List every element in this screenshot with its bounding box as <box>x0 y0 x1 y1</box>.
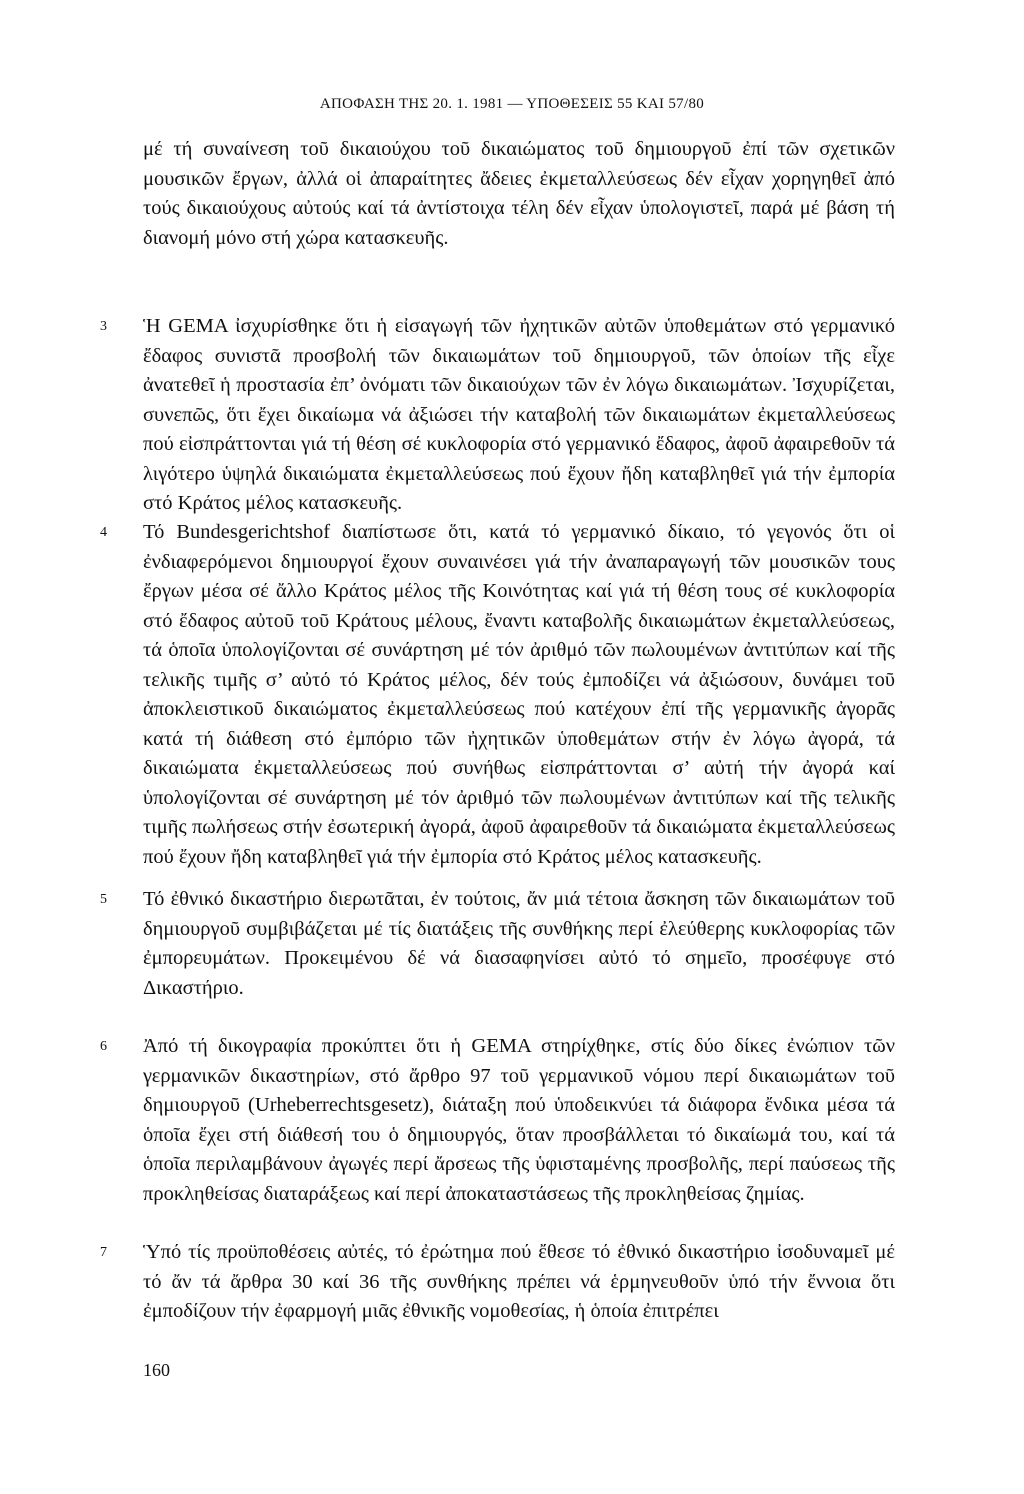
paragraph-text: Τό Bundesgerichtshof διαπίστωσε ὅτι, κατά τό γερμανικό δίκαιο, τό γεγονός ὅτι οἱ ἐνδιαφερόμενοι δημιουργοί ἔχουν συναινέσει γιά τήν ἀναπαραγωγή τῶν μουσικῶν τους ἔργων μέσα σέ ἄλλο Κράτος μέλος τῆς Κοινότητας καί γιά τή θέση τους σέ κυκλοφορία στό ἔδαφος αὐτοῦ τοῦ Κράτους μέλους, ἔναντι καταβολῆς δικαιωμάτων ἐκμεταλλεύσεως, τά ὁποῖα ὑπολογίζονται σέ συνάρτηση μέ τόν ἀριθμό τῶν πωλουμένων ἀντιτύπων καί τῆς τελικῆς τιμῆς σ’ αὐτό τό Κράτος μέλος, δέν τούς ἐμποδίζει νά ἀξιώσουν, δυνάμει τοῦ ἀποκλειστικοῦ δικαιώματος ἐκμεταλλεύσεως πού κατέχουν ἐπί τῆς γερμανικῆς ἀγορᾶς κατά τή διάθεση στό ἐμπόριο τῶν ἠχητικῶν ὑποθεμάτων στήν ἐν λόγω ἀγορά, τά δικαιώματα ἐκμεταλλεύσεως πού συνήθως εἰσπράττονται σ’ αὐτή τήν ἀγορά καί ὑπολογίζονται σέ συνάρτηση μέ τόν ἀριθμό τῶν πωλουμένων ἀντιτύπων καί τῆς τελικῆς τιμῆς πωλήσεως στήν ἐσωτερική ἀγορά, ἀφοῦ ἀφαιρεθοῦν τά δικαιώματα ἐκμεταλλεύσεως πού ἔχουν ἤδη καταβληθεῖ γιά τήν ἐμπορία στό Κράτος μέλος κατασκευῆς. <box>143 521 895 868</box>
paragraph-number: 3 <box>100 319 107 334</box>
paragraph-number: 4 <box>100 525 107 540</box>
paragraph-text: Ἡ GEMA ἰσχυρίσθηκε ὅτι ἡ εἰσαγωγή τῶν ἠχητικῶν αὐτῶν ὑποθεμάτων στό γερμανικό ἔδαφος συνιστᾶ προσβολή τῶν δικαιωμάτων τοῦ δημιουργοῦ, τῶν ὁποίων τῆς εἶχε ἀνατεθεῖ ἡ προστασία ἐπ’ ὀνόματι τῶν δικαιούχων τῶν ἐν λόγω δικαιωμάτων. Ἰσχυρίζεται, συνεπῶς, ὅτι ἔχει δικαίωμα νά ἀξιώσει τήν καταβολή τῶν δικαιωμάτων ἐκμεταλλεύσεως πού εἰσπράττονται γιά τή θέση σέ κυκλοφορία στό γερμανικό ἔδαφος, ἀφοῦ ἀφαιρεθοῦν τά λιγότερο ὑψηλά δικαιώματα ἐκμεταλλεύσεως πού ἔχουν ἤδη καταβληθεῖ γιά τήν ἐμπορία στό Κράτος μέλος κατασκευῆς. <box>143 315 895 514</box>
running-header: ΑΠΟΦΑΣΗ ΤΗΣ 20. 1. 1981 — ΥΠΟΘΕΣΕΙΣ 55 ΚΑΙ 57/80 <box>319 96 705 112</box>
page-number: 160 <box>143 1360 170 1380</box>
paragraph-number: 5 <box>100 892 107 907</box>
paragraph-number: 6 <box>100 1039 107 1054</box>
paragraph-text: Ὑπό τίς προϋποθέσεις αὐτές, τό ἐρώτημα πού ἔθεσε τό ἐθνικό δικαστήριο ἰσοδυναμεῖ μέ τό ἄν τά ἄρθρα 30 καί 36 τῆς συνθήκης πρέπει νά ἑρμηνευθοῦν ὑπό τήν ἔννοια ὅτι ἐμποδίζουν τήν ἐφαρμογή μιᾶς ἐθνικῆς νομοθεσίας, ἡ ὁποία ἐπιτρέπει <box>143 1241 895 1322</box>
paragraph-number: 7 <box>100 1245 107 1260</box>
paragraph-text: Ἀπό τή δικογραφία προκύπτει ὅτι ἡ GEMA στηρίχθηκε, στίς δύο δίκες ἐνώπιον τῶν γερμανικῶν δικαστηρίων, στό ἄρθρο 97 τοῦ γερμανικοῦ νόμου περί δικαιωμάτων τοῦ δημιουργοῦ (Urheberrechtsgesetz), διάταξη πού ὑποδεικνύει τά διάφορα ἔνδικα μέσα τά ὁποῖα ἔχει στή διάθεσή του ὁ δημιουργός, ὅταν προσβάλλεται τό δικαίωμά του, καί τά ὁποῖα περιλαμβάνουν ἀγωγές περί ἄρσεως τῆς ὑφισταμένης προσβολῆς, περί παύσεως τῆς προκληθείσας διαταράξεως καί περί ἀποκαταστάσεως τῆς προκληθείσας ζημίας. <box>143 1035 895 1205</box>
intro-paragraph: μέ τή συναίνεση τοῦ δικαιούχου τοῦ δικαιώματος τοῦ δημιουργοῦ ἐπί τῶν σχετικῶν μουσικῶν ἔργων, ἀλλά οἱ ἀπαραίτητες ἄδειες ἐκμεταλλεύσεως δέν εἶχαν χορηγηθεῖ ἀπό τούς δικαιούχους αὐτούς καί τά ἀντίστοιχα τέλη δέν εἶχαν ὑπολογιστεῖ, παρά μέ βάση τή διανομή μόνο στή χώρα κατασκευῆς. <box>143 138 895 249</box>
paragraph-text: Τό ἐθνικό δικαστήριο διερωτᾶται, ἐν τούτοις, ἄν μιά τέτοια ἄσκηση τῶν δικαιωμάτων τοῦ δημιουργοῦ συμβιβάζεται μέ τίς διατάξεις τῆς συνθήκης περί ἐλεύθερης κυκλοφορίας τῶν ἐμπορευμάτων. Προκειμένου δέ νά διασαφηνίσει αὐτό τό σημεῖο, προσέφυγε στό Δικαστήριο. <box>143 888 895 999</box>
